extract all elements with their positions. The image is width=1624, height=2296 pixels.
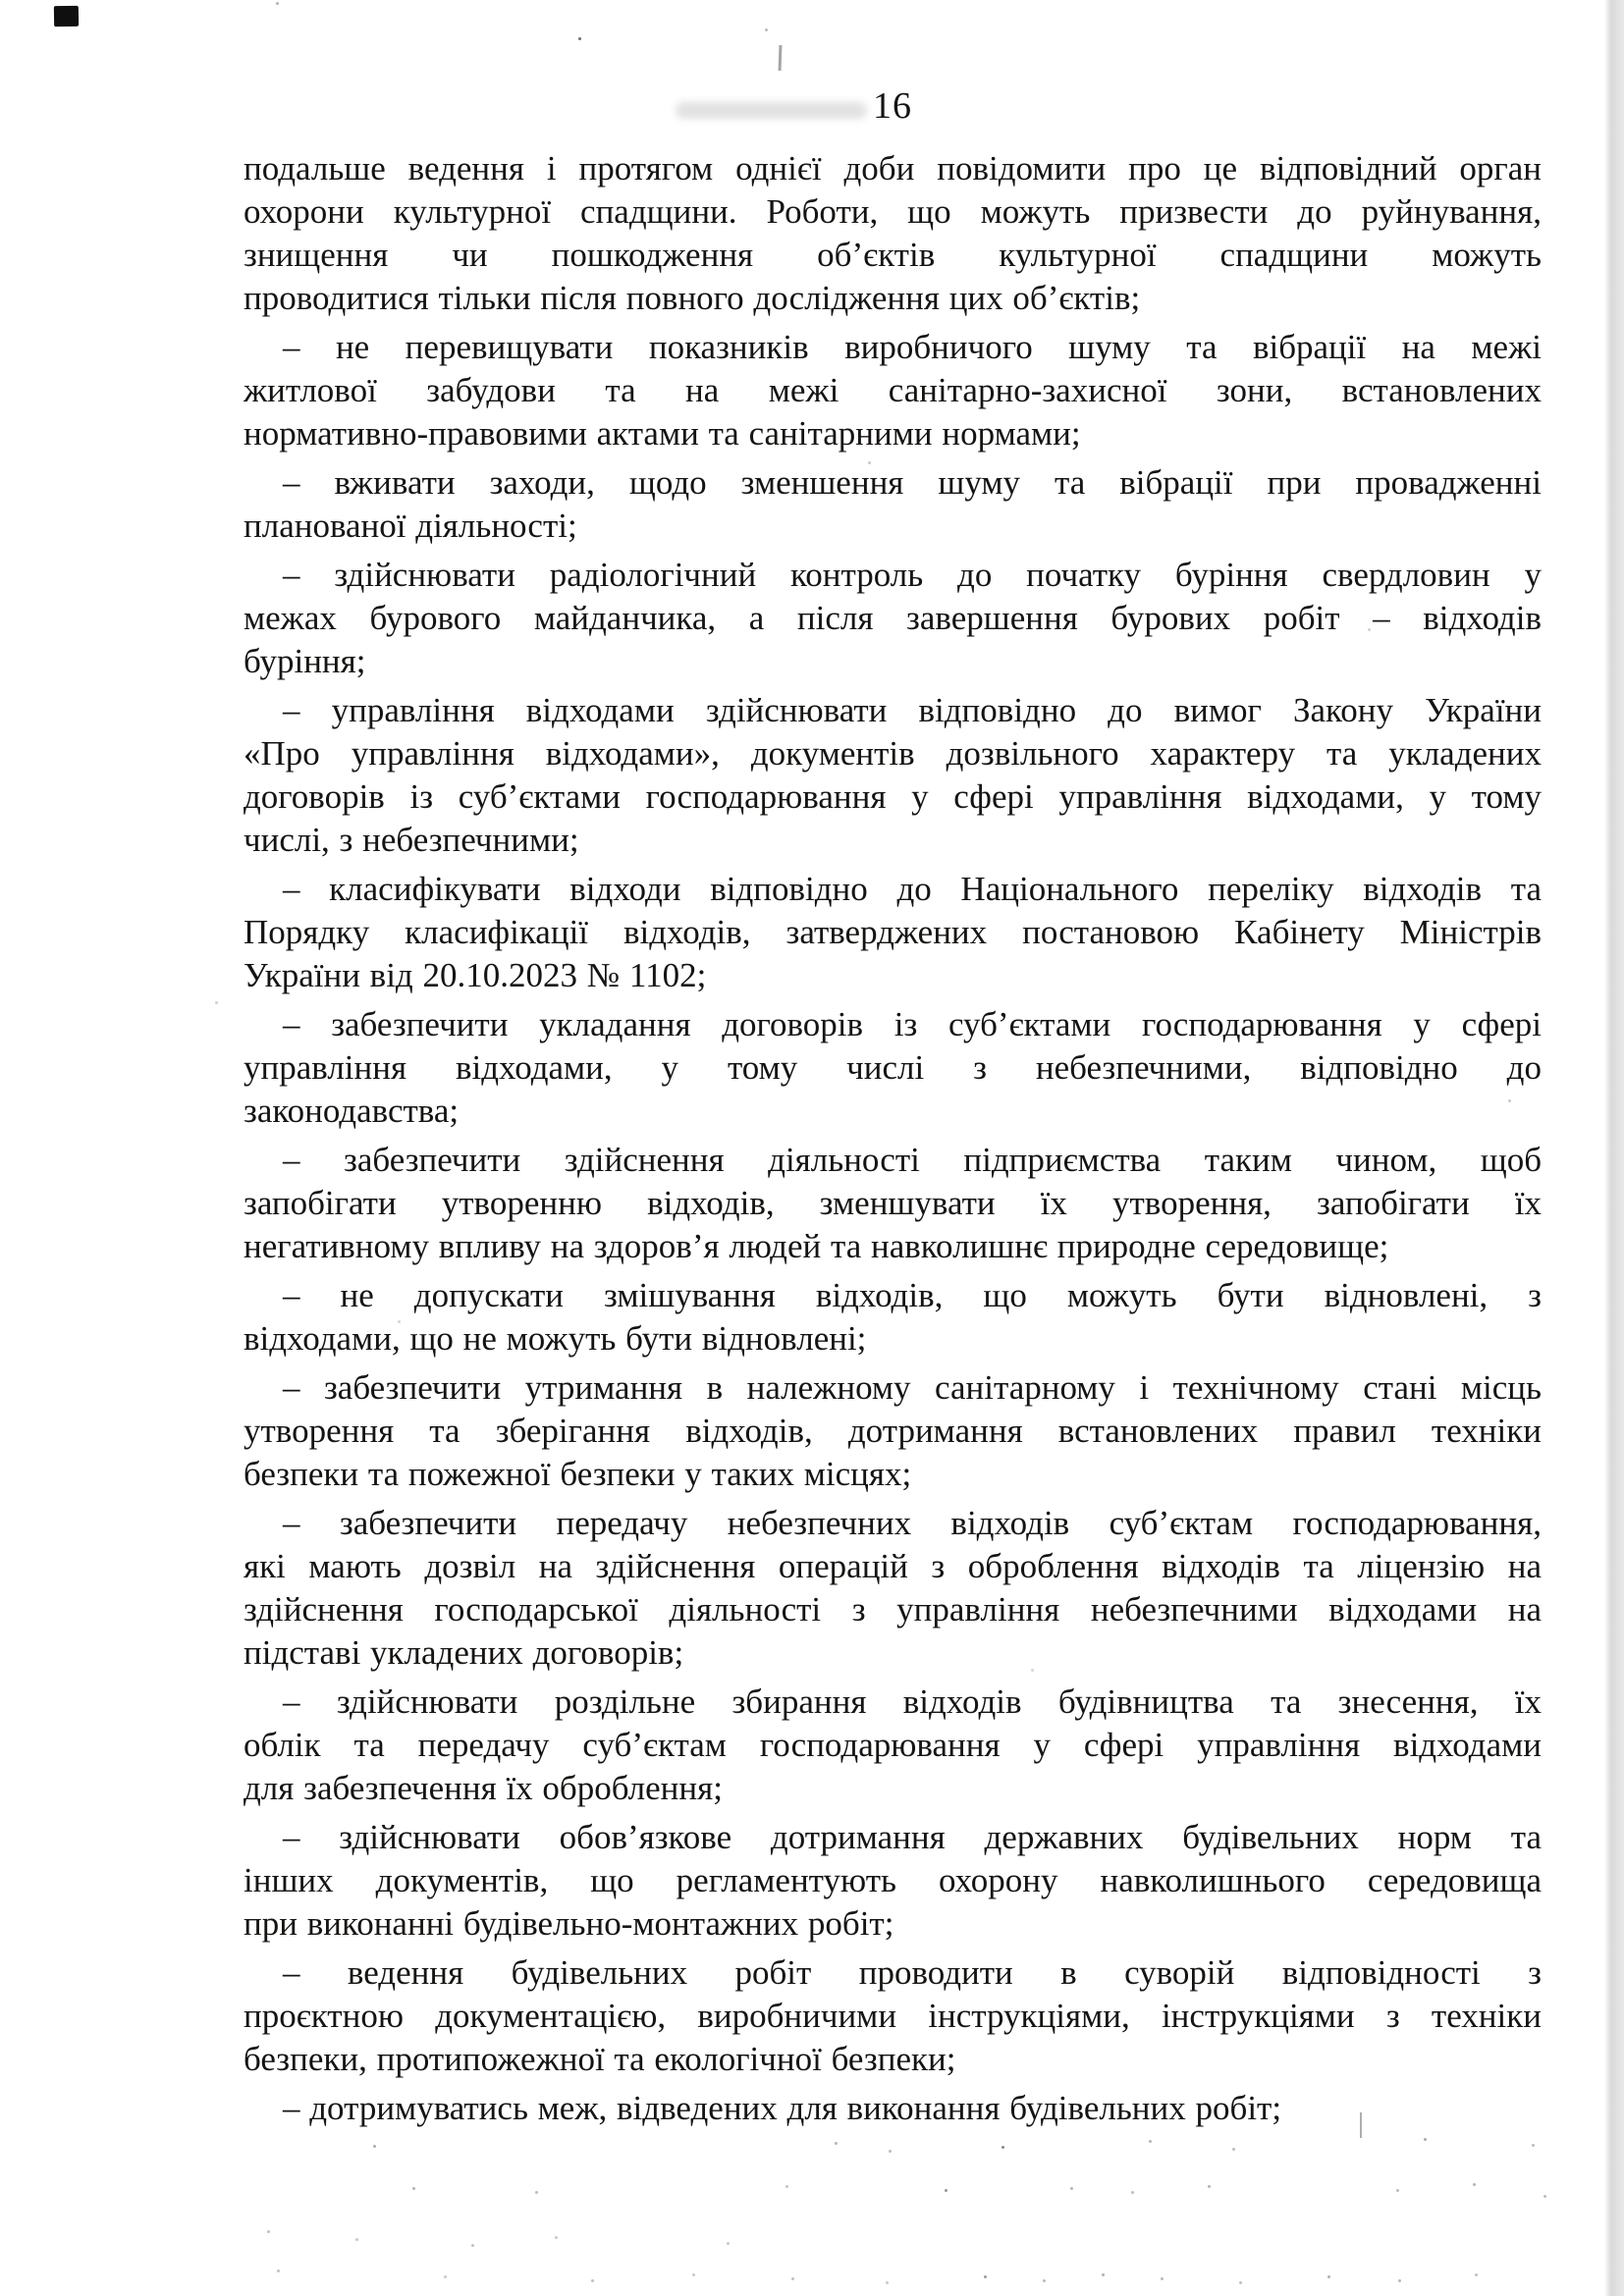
text-line: – класифікувати відходи відповідно до Національного переліку відходів та xyxy=(283,870,1542,908)
paragraph xyxy=(244,1951,1542,2081)
text-line: проєктною документацією, виробничими інструкціями, інструкціями з техніки xyxy=(244,1997,1542,2035)
scan-noise xyxy=(0,0,3,3)
scan-corner-mark xyxy=(54,6,79,27)
paragraph xyxy=(244,554,1542,683)
text-line: законодавства; xyxy=(244,1092,460,1130)
text-line: здійснення господарської діяльності з управління небезпечними відходами на xyxy=(244,1590,1542,1629)
text-line: – забезпечити утримання в належному санітарному і технічному стані місць xyxy=(283,1368,1542,1407)
paragraph xyxy=(244,1502,1542,1675)
scan-tick-artifact-bottom xyxy=(1360,2112,1362,2138)
text-line: безпеки та пожежної безпеки у таких місцях; xyxy=(244,1455,912,1493)
scan-edge-shadow xyxy=(1604,0,1624,2296)
text-line: інших документів, що регламентують охорону навколишнього середовища xyxy=(244,1861,1542,1899)
text-line: проводитися тільки після повного дослідження цих об’єктів; xyxy=(244,279,1141,317)
text-line: Порядку класифікації відходів, затверджених постановою Кабінету Міністрів xyxy=(244,913,1542,951)
paragraph xyxy=(244,1274,1542,1361)
text-line: – забезпечити передачу небезпечних відходів суб’єктам господарювання, xyxy=(283,1504,1542,1542)
text-line: – забезпечити укладання договорів із суб’єктами господарювання у сфері xyxy=(283,1005,1542,1043)
text-line: житлової забудови та на межі санітарно-захисної зони, встановлених xyxy=(244,371,1542,409)
text-line: буріння; xyxy=(244,642,366,680)
paragraph xyxy=(244,461,1542,548)
text-line: «Про управління відходами», документів дозвільного характеру та укладених xyxy=(244,734,1542,773)
text-line: – ведення будівельних робіт проводити в суворій відповідності з xyxy=(283,1953,1542,1992)
text-line: облік та передачу суб’єктам господарювання у сфері управління відходами xyxy=(244,1726,1542,1764)
text-line: при виконанні будівельно-монтажних робіт; xyxy=(244,1904,894,1943)
text-line: – вживати заходи, щодо зменшення шуму та вібрації при провадженні xyxy=(283,463,1542,502)
paragraph xyxy=(244,2087,1542,2130)
paragraph xyxy=(244,1681,1542,1810)
text-line: управління відходами, у тому числі з небезпечними, відповідно до xyxy=(244,1048,1542,1087)
paragraph xyxy=(244,689,1542,862)
scan-tick-artifact xyxy=(779,45,783,71)
text-line: – здійснювати роздільне збирання відходів будівництва та знесення, їх xyxy=(283,1682,1542,1721)
text-line: межах бурового майданчика, а після завершення бурових робіт – відходів xyxy=(244,599,1542,637)
text-line: підставі укладених договорів; xyxy=(244,1633,684,1672)
text-line: які мають дозвіл на здійснення операцій з оброблення відходів та ліцензію на xyxy=(244,1547,1542,1585)
text-line: утворення та зберігання відходів, дотримання встановлених правил техніки xyxy=(244,1412,1542,1450)
document-body xyxy=(244,147,1542,2136)
text-line: – не допускати змішування відходів, що можуть бути відновлені, з xyxy=(283,1276,1542,1314)
text-line: – здійснювати радіологічний контроль до початку буріння свердловин у xyxy=(283,556,1542,594)
text-line: – управління відходами здійснювати відповідно до вимог Закону України xyxy=(283,691,1542,729)
text-line: – забезпечити здійснення діяльності підприємства таким чином, щоб xyxy=(283,1141,1542,1179)
paragraph xyxy=(244,326,1542,455)
text-line: – здійснювати обов’язкове дотримання державних будівельних норм та xyxy=(283,1818,1542,1856)
text-line: – дотримуватись меж, відведених для виконання будівельних робіт; xyxy=(283,2089,1282,2127)
text-line: нормативно-правовими актами та санітарними нормами; xyxy=(244,414,1081,453)
text-line: України від 20.10.2023 № 1102; xyxy=(244,956,707,994)
text-line: для забезпечення їх оброблення; xyxy=(244,1769,723,1807)
text-line: планованої діяльності; xyxy=(244,507,577,545)
paragraph xyxy=(244,1816,1542,1946)
text-line: охорони культурної спадщини. Роботи, що можуть призвести до руйнування, xyxy=(244,192,1542,231)
paragraph xyxy=(244,868,1542,997)
paragraph xyxy=(244,1003,1542,1133)
text-line: безпеки, протипожежної та екологічної безпеки; xyxy=(244,2040,956,2078)
paragraph xyxy=(244,1366,1542,1496)
paragraph xyxy=(244,147,1542,320)
text-line: – не перевищувати показників виробничого шуму та вібрації на межі xyxy=(283,328,1542,366)
text-line: числі, з небезпечними; xyxy=(244,821,579,859)
text-line: подальше ведення і протягом однієї доби повідомити про це відповідний орган xyxy=(244,149,1542,187)
text-line: запобігати утворенню відходів, зменшувати їх утворення, запобігати їх xyxy=(244,1184,1542,1222)
text-line: відходами, що не можуть бути відновлені; xyxy=(244,1319,867,1358)
text-line: знищення чи пошкодження об’єктів культурної спадщини можуть xyxy=(244,236,1542,274)
text-line: договорів із суб’єктами господарювання у сфері управління відходами, у тому xyxy=(244,777,1542,816)
text-line: негативному впливу на здоров’я людей та навколишнє природне середовище; xyxy=(244,1227,1389,1265)
paragraph xyxy=(244,1139,1542,1268)
page-number: 16 xyxy=(873,85,912,127)
